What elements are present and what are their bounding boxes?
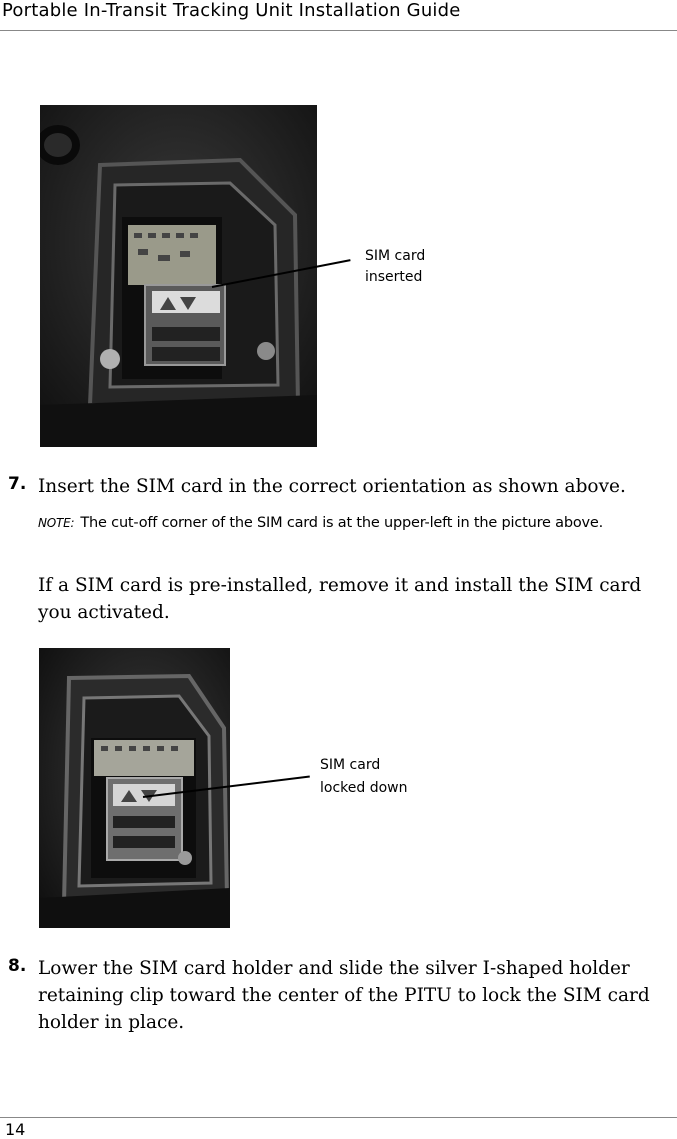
- note-label: NOTE:: [38, 516, 75, 530]
- step-text: Lower the SIM card holder and slide the silver I-shaped holder retaining clip toward the center of the PITU to lock the SIM card holder in place.: [38, 958, 650, 1033]
- sim-inserted-illustration: [40, 105, 317, 447]
- sim-card-inserted-photo: [40, 105, 317, 447]
- step-text: Insert the SIM card in the correct orientation as shown above.: [38, 476, 626, 497]
- header-title: Portable In-Transit Tracking Unit Installation Guide: [2, 0, 461, 21]
- callout-label-inserted: SIM card inserted: [365, 248, 426, 285]
- footer-rule: [0, 1117, 677, 1118]
- preinstalled-paragraph: If a SIM card is pre-installed, remove it and install the SIM card you activated.: [38, 575, 642, 623]
- note: [38, 513, 674, 534]
- note-text: The cut-off corner of the SIM card is at the upper-left in the picture above.: [80, 515, 604, 531]
- callout-label-locked: SIM card locked down: [320, 757, 408, 796]
- step-number: 7.: [8, 474, 27, 494]
- step-number: 8.: [8, 956, 27, 976]
- page-number: 14: [5, 1120, 26, 1139]
- header-rule: [0, 30, 677, 31]
